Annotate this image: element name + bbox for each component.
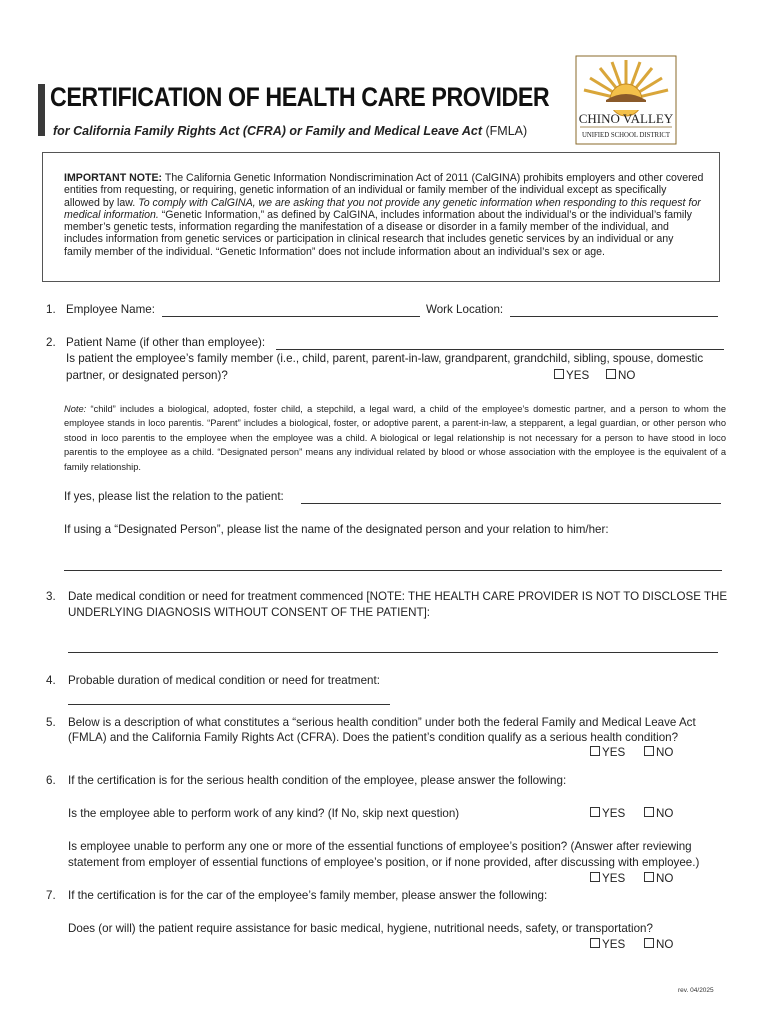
checkbox-icon [644,807,654,817]
q2-no-checkbox[interactable]: NO [606,369,635,382]
employee-name-label: Employee Name: [66,303,155,316]
q6-sub1: Is the employee able to perform work of any kind? (If No, skip next question) [68,807,460,820]
checkbox-icon [644,872,654,882]
notice-label: IMPORTANT NOTE: [64,172,163,184]
notice-italic: To comply with CalGINA, we are asking that you not provide any genetic information when responding to this request for medical information. [64,196,701,221]
relation-field[interactable] [301,503,721,504]
q3-line1: Date medical condition or need for treatment commenced [NOTE: THE HEALTH CARE PROVIDER IS NOT TO DISCLOSE THE [68,590,728,603]
checkbox-icon [606,369,616,379]
q5-line1: Below is a description of what constitutes a “serious health condition” under both the federal Family and Medical Leave Act [68,716,696,729]
q6b-yes-checkbox[interactable]: YES [590,872,625,885]
q7-number: 7. [46,889,56,902]
q7-text: If the certification is for the car of the employee’s family member, please answer the following: [68,889,548,902]
checkbox-icon [590,872,600,882]
q4-number: 4. [46,674,56,687]
checkbox-icon [590,746,600,756]
q7-no-checkbox[interactable]: NO [644,938,673,951]
q6-sub2-line2: statement from employer of essential functions of employee’s position, or if none provided, after discussing with employee.) [68,856,700,869]
sun-icon [576,56,676,144]
checkbox-icon [644,938,654,948]
definitions-note: Note: “child” includes a biological, adopted, foster child, a stepchild, a legal ward, a child of the employee’s domestic partner, and a person to whom the employee stands in loco parentis. “Parent” includes a biological, foster, or adoptive parent, a parent-in-law, a stepparent, a legal guardian, or other person who stood in loco parentis to the employee when the employee was a child. A biological or legal relationship is not necessary for a person to have stood in loco parentis to the employee as a child. “Designated person” means any individual related by blood or whose association with the employee is the equivalent of a family relationship. [64,404,726,472]
family-member-question-line1: Is patient the employee’s family member (i.e., child, parent, parent-in-law, grandparent, grandchild, sibling, spouse, domestic [66,352,704,365]
subtitle-main: for California Family Rights Act (CFRA) or Family and Medical Leave Act [53,124,483,138]
duration-field[interactable] [68,704,390,705]
checkbox-icon [644,746,654,756]
q3-line2: UNDERLYING DIAGNOSIS WITHOUT CONSENT OF THE PATIENT]: [68,606,431,619]
page-title: CERTIFICATION OF HEALTH CARE PROVIDER [50,82,550,112]
q5-yes-checkbox[interactable]: YES [590,746,625,759]
q6a-no-checkbox[interactable]: NO [644,807,673,820]
q2-yes-checkbox[interactable]: YES [554,369,589,382]
q6-text: If the certification is for the serious health condition of the employee, please answer the following: [68,774,567,787]
q6-number: 6. [46,774,56,787]
title-accent-bar [38,84,45,136]
work-location-field[interactable] [510,316,718,317]
designated-person-field[interactable] [64,570,722,571]
q5-number: 5. [46,716,56,729]
q7-sub1: Does (or will) the patient require assistance for basic medical, hygiene, nutritional needs, safety, or transportation? [68,922,653,935]
q6a-yes-checkbox[interactable]: YES [590,807,625,820]
revision-date: rev. 04/2025 [678,987,714,994]
q4-text: Probable duration of medical condition or need for treatment: [68,674,380,687]
patient-name-label: Patient Name (if other than employee): [66,336,266,349]
q6b-no-checkbox[interactable]: NO [644,872,673,885]
patient-name-field[interactable] [276,349,724,350]
condition-date-field[interactable] [68,652,718,653]
checkbox-icon [590,938,600,948]
relation-label: If yes, please list the relation to the patient: [64,490,284,503]
q7-yes-checkbox[interactable]: YES [590,938,625,951]
q6-sub2-line1: Is employee unable to perform any one or more of the essential functions of employee’s position? (Answer after reviewing [68,840,692,853]
q2-number: 2. [46,336,56,349]
work-location-label: Work Location: [426,303,504,316]
employee-name-field[interactable] [162,316,420,317]
important-notice-text: IMPORTANT NOTE: The California Genetic Information Nondiscrimination Act of 2011 (CalGINA) prohibits employers and other covered entities from requesting, or requiring, genetic information of an individual or family member of the individual except as specifically allowed by law. To comply with CalGINA, we are asking that you not provide any genetic information when responding to this request for medical information. “Genetic Information,” as defined by CalGINA, includes information about the individual’s or the individual’s family member’s genetic tests, information regarding the manifestation of a disease or disorder in a family member of the individual, and includes information from genetic services or participation in clinical research that includes genetic services by an individual or any family member of the individual. “Genetic Information” does not include information about an individual’s sex or age. [64,172,704,258]
q3-number: 3. [46,590,56,603]
designated-person-label: If using a “Designated Person”, please list the name of the designated person and your relation to him/her: [64,523,609,536]
page-subtitle [53,124,527,138]
logo-line1: CHINO VALLEY [578,111,674,126]
q5-line2: (FMLA) and the California Family Rights Act (CFRA). Does the patient’s condition qualify as a serious health condition? [68,731,679,744]
logo-line2: UNIFIED SCHOOL DISTRICT [581,132,671,139]
note-label: Note: [64,404,87,414]
checkbox-icon [554,369,564,379]
q5-no-checkbox[interactable]: NO [644,746,673,759]
q1-number: 1. [46,303,56,316]
subtitle-fmla: (FMLA) [485,124,528,138]
checkbox-icon [590,807,600,817]
family-member-question-line2: partner, or designated person)? [66,369,228,382]
district-logo [568,54,684,146]
